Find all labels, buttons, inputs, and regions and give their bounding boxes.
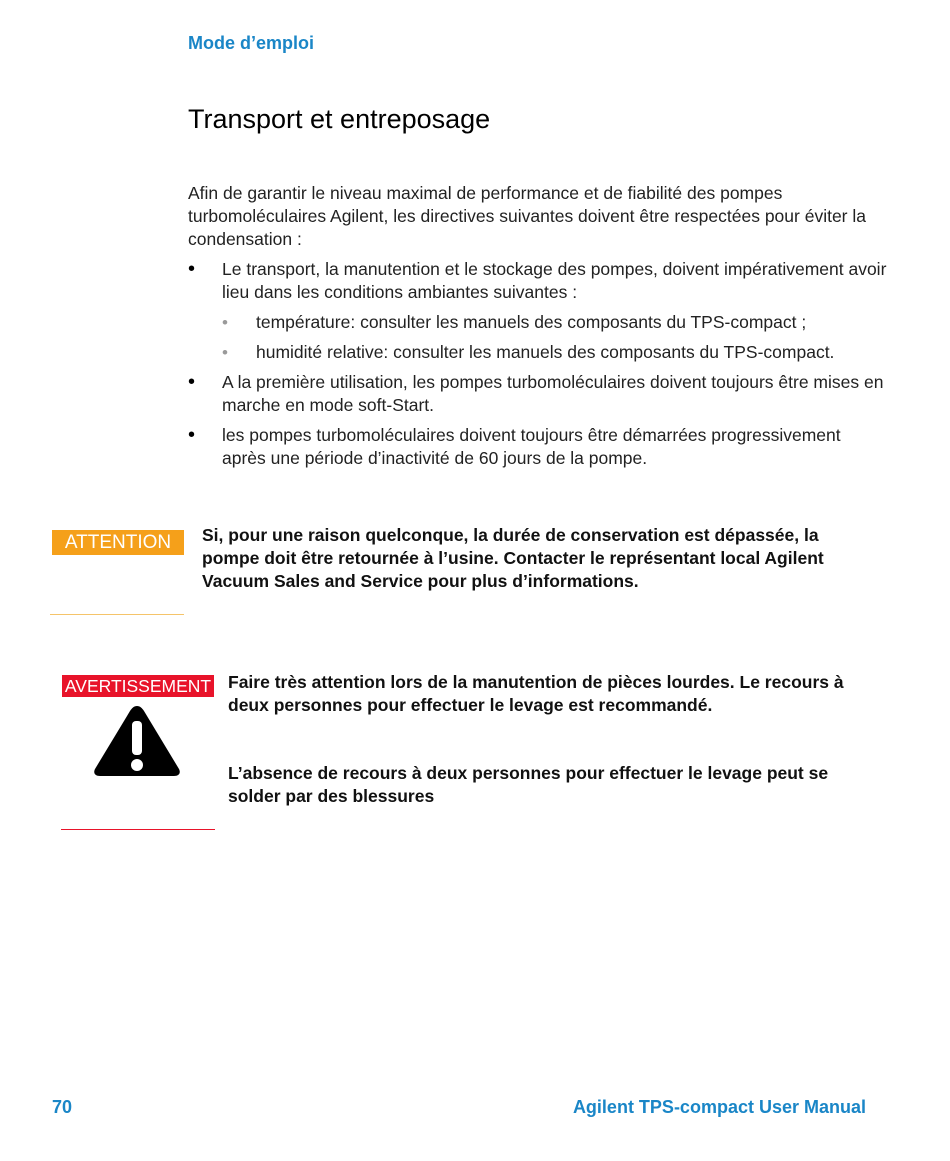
attention-divider	[50, 614, 184, 615]
intro-paragraph: Afin de garantir le niveau maximal de performance et de fiabilité des pompes turbomoléculaires Agilent, les directives suivantes doivent être respectées pour éviter la condensation :	[188, 183, 866, 249]
warning-triangle-icon	[92, 703, 182, 777]
sublist-item-text: humidité relative: consulter les manuels des composants du TPS-compact.	[256, 342, 835, 362]
list-item-text: A la première utilisation, les pompes turbomoléculaires doivent toujours être mises en marche en mode soft-Start.	[222, 372, 884, 415]
bullet-icon: •	[188, 258, 196, 280]
attention-text: Si, pour une raison quelconque, la durée de conservation est dépassée, la pompe doit être retournée à l’usine. Contacter le représentant local Agilent Vacuum Sales and Service pour plus d’informations.	[202, 525, 824, 591]
sublist-item	[222, 311, 888, 334]
warning-badge: AVERTISSEMENT	[62, 675, 214, 697]
page-title: Transport et entreposage	[188, 104, 491, 134]
list-item	[188, 371, 888, 417]
attention-badge: ATTENTION	[52, 530, 184, 555]
warning-text: Faire très attention lors de la manutention de pièces lourdes. Le recours à deux personnes pour effectuer le levage est recommandé.	[228, 672, 844, 715]
guidelines-list	[188, 258, 888, 477]
section-header: Mode d’emploi	[188, 33, 314, 53]
list-item	[188, 258, 888, 364]
sub-bullet-icon: •	[222, 313, 228, 332]
list-item-text: Le transport, la manutention et le stockage des pompes, doivent impérativement avoir lieu dans les conditions ambiantes suivantes :	[222, 259, 887, 302]
sublist-item	[222, 341, 888, 364]
bullet-icon: •	[188, 371, 196, 393]
bullet-icon: •	[188, 424, 196, 446]
warning-consequence-text: L’absence de recours à deux personnes pour effectuer le levage peut se solder par des blessures	[228, 763, 829, 806]
list-item-text: les pompes turbomoléculaires doivent toujours être démarrées progressivement après une période d’inactivité de 60 jours de la pompe.	[222, 425, 841, 468]
warning-divider	[61, 829, 215, 830]
conditions-sublist	[222, 311, 888, 364]
sublist-item-text: température: consulter les manuels des composants du TPS-compact ;	[256, 312, 807, 332]
sub-bullet-icon: •	[222, 343, 228, 362]
manual-title: Agilent TPS-compact User Manual	[572, 1097, 866, 1117]
list-item	[188, 424, 888, 470]
page-number: 70	[52, 1097, 73, 1117]
